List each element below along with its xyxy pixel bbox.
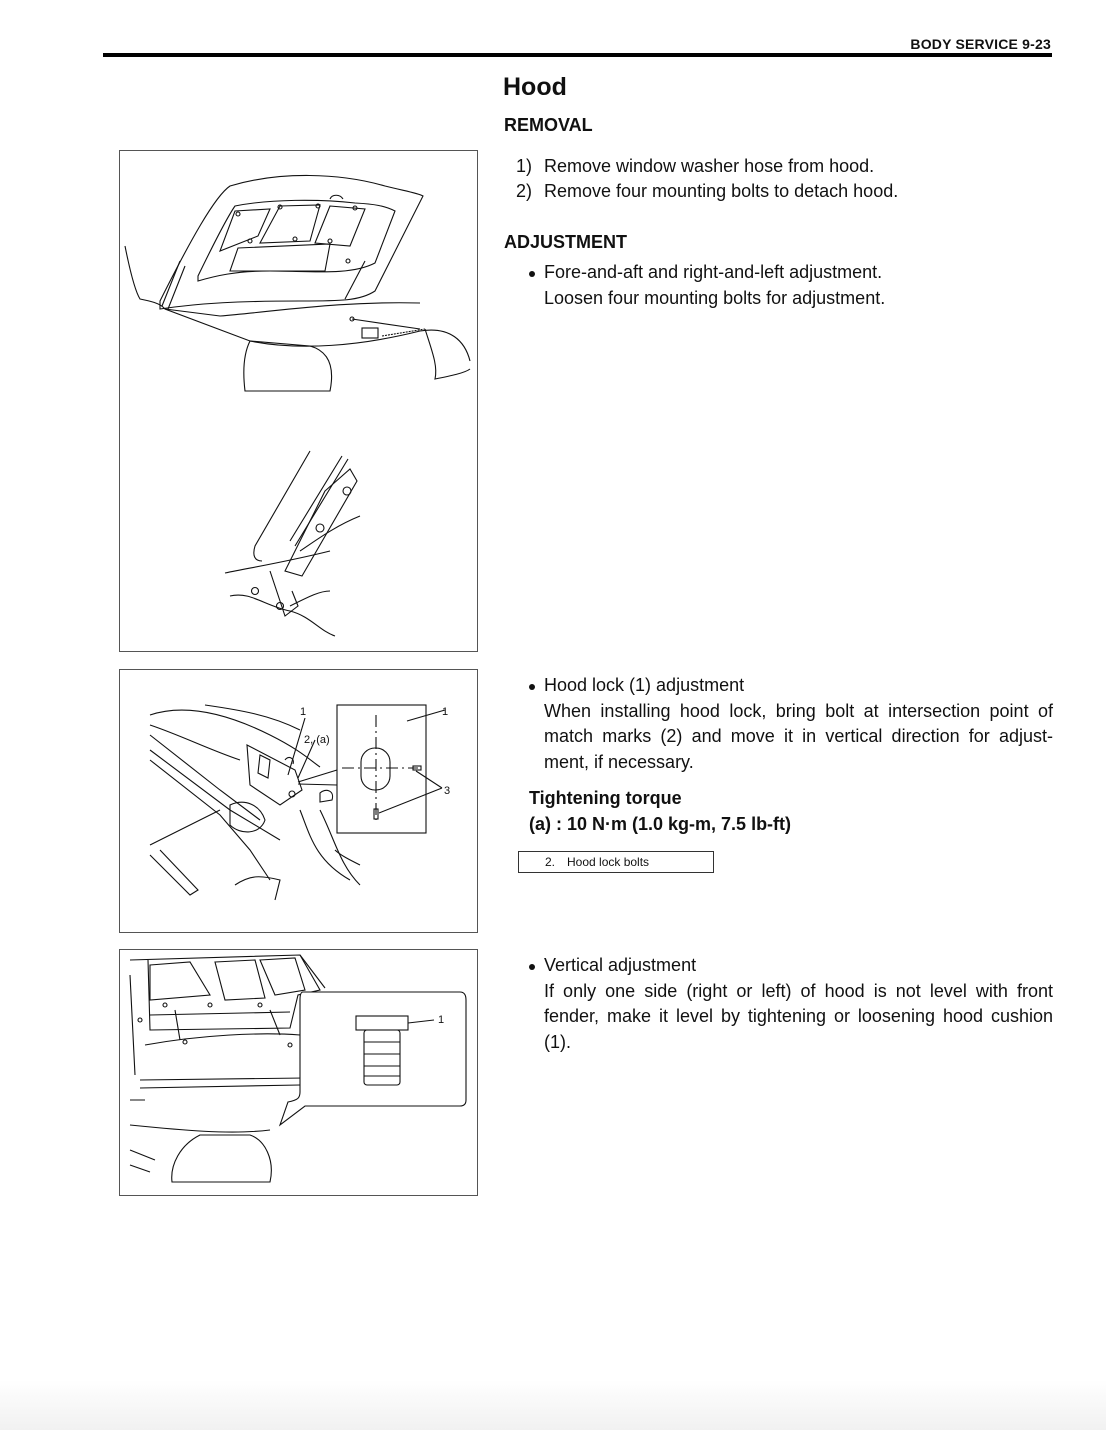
legend-number: 2. — [545, 855, 556, 869]
removal-step — [516, 154, 898, 179]
page-title: Hood — [503, 73, 567, 101]
label-bolt: 2, (a) — [304, 734, 330, 746]
legend-text: Hood lock bolts — [567, 855, 650, 869]
fore-aft-adjustment — [527, 260, 1053, 311]
fore-aft-title: Fore-and-aft and right-and-left adjustment. — [527, 260, 1053, 286]
vertical-title: Vertical adjustment — [527, 953, 1053, 979]
step-number: 1) — [516, 156, 533, 176]
torque-spec — [529, 785, 791, 837]
section-header: BODY SERVICE 9-23 — [910, 36, 1051, 52]
legend-box — [518, 851, 714, 873]
hood-lock-title: Hood lock (1) adjustment — [527, 673, 1053, 699]
removal-steps — [516, 154, 898, 204]
figure-hood-removal — [119, 150, 478, 652]
label-inset: 1 — [442, 706, 449, 718]
label-cushion: 1 — [438, 1014, 445, 1026]
hood-lock-illustration — [120, 670, 477, 932]
hood-lock-adjustment — [527, 673, 1053, 775]
vertical-body: If only one side (right or left) of hood is not level with front fender, make it level by tightening or loosening hood cushion (1). — [544, 980, 1053, 1052]
step-text: Remove window washer hose from hood. — [544, 156, 875, 176]
torque-heading: Tightening torque — [529, 788, 682, 808]
adjustment-heading: ADJUSTMENT — [504, 232, 628, 252]
fore-aft-body: Loosen four mounting bolts for adjustment. — [544, 287, 886, 308]
hood-illustration — [120, 151, 477, 651]
removal-step — [516, 179, 898, 204]
removal-heading: REMOVAL — [504, 115, 593, 135]
vertical-adjustment — [527, 953, 1053, 1055]
figure-hood-lock — [119, 669, 478, 933]
hood-lock-body: When installing hood lock, bring bolt at intersection point of match marks (2) and move it in vertical direction for adjust-ment, if necessary. — [544, 700, 1053, 772]
label-lock: 1 — [300, 706, 307, 718]
figure-hood-cushion — [119, 949, 478, 1196]
torque-value: (a) : 10 N·m (1.0 kg-m, 7.5 lb-ft) — [529, 814, 792, 834]
header-rule — [103, 53, 1052, 57]
hood-cushion-illustration — [120, 950, 477, 1195]
step-text: Remove four mounting bolts to detach hood. — [544, 181, 899, 201]
step-number: 2) — [516, 181, 533, 201]
label-marks: 3 — [444, 785, 451, 797]
